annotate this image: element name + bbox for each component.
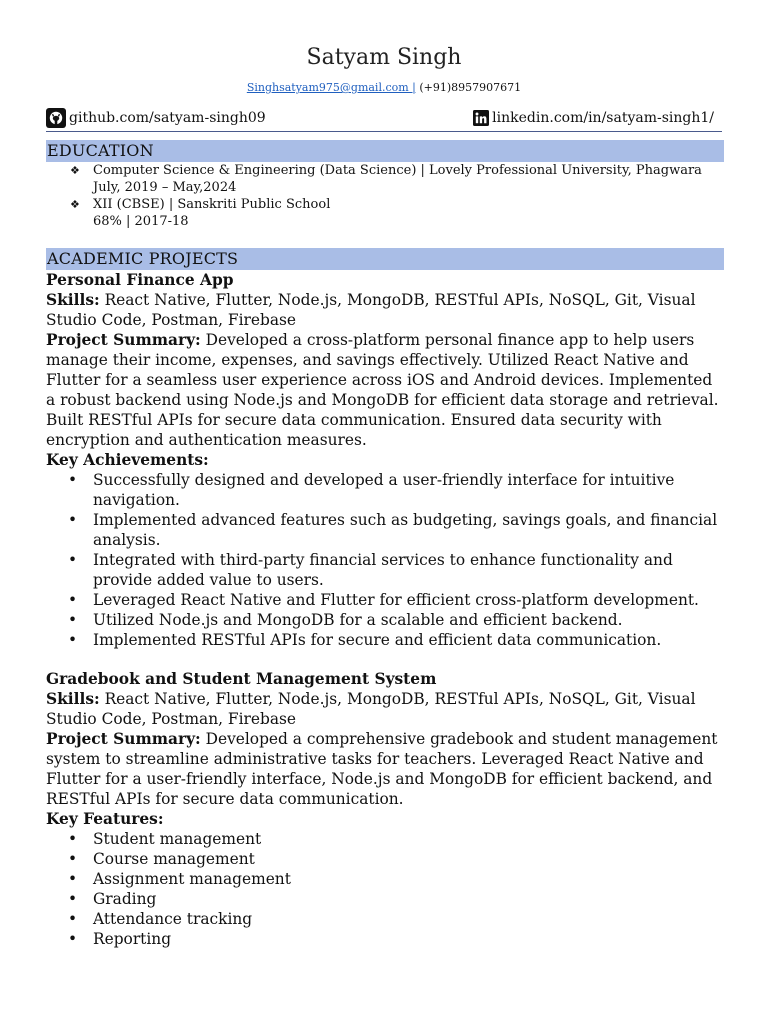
- education-item: [70, 162, 720, 196]
- education-heading: EDUCATION: [46, 140, 724, 162]
- list-item: • Student management: [46, 829, 726, 849]
- education-dates: 68% | 2017-18: [93, 214, 189, 229]
- list-item: • Grading: [46, 889, 726, 909]
- project-personal-finance: [46, 270, 726, 650]
- linkedin-icon: [473, 110, 489, 126]
- list-item: • Assignment management: [46, 869, 726, 889]
- linkedin-link[interactable]: [473, 107, 714, 129]
- education-dates: July, 2019 – May,2024: [93, 180, 237, 195]
- email-link[interactable]: Singhsatyam975@gmail.com |: [246, 81, 416, 94]
- diamond-bullet-icon: ❖: [70, 164, 80, 177]
- education-degree: Computer Science & Engineering (Data Science) | Lovely Professional University, Phagwara: [93, 163, 702, 178]
- github-icon: [46, 108, 66, 128]
- project-skills: Skills: React Native, Flutter, Node.js, MongoDB, RESTful APIs, NoSQL, Git, Visual Studio Code, Postman, Firebase: [46, 291, 696, 329]
- header-divider: [46, 131, 722, 132]
- list-item: • Implemented advanced features such as budgeting, savings goals, and financial analysis.: [46, 510, 726, 550]
- linkedin-url: linkedin.com/in/satyam-singh1/: [492, 110, 714, 126]
- list-item: • Implemented RESTful APIs for secure and efficient data communication.: [46, 630, 726, 650]
- achievements-list: [46, 470, 726, 650]
- list-item: • Course management: [46, 849, 726, 869]
- project-summary: Project Summary: Developed a comprehensive gradebook and student management system to streamline administrative tasks for teachers. Leveraged React Native and Flutter for a user-friendly interface, Node.js and MongoDB for efficient backend, and RESTful APIs for secure data communication.: [46, 730, 718, 808]
- education-item: [70, 196, 720, 230]
- education-degree: XII (CBSE) | Sanskriti Public School: [93, 197, 331, 212]
- contact-line: [0, 81, 768, 95]
- project-title: Gradebook and Student Management System: [46, 670, 437, 688]
- list-item: • Reporting: [46, 929, 726, 949]
- project-title: Personal Finance App: [46, 271, 234, 289]
- list-item: • Successfully designed and developed a user-friendly interface for intuitive navigation.: [46, 470, 726, 510]
- features-label: Key Features:: [46, 810, 164, 828]
- project-skills: Skills: React Native, Flutter, Node.js, MongoDB, RESTful APIs, NoSQL, Git, Visual Studio Code, Postman, Firebase: [46, 690, 696, 728]
- list-item: • Attendance tracking: [46, 909, 726, 929]
- list-item: • Leveraged React Native and Flutter for efficient cross-platform development.: [46, 590, 726, 610]
- list-item: • Integrated with third-party financial services to enhance functionality and provide added value to users.: [46, 550, 726, 590]
- profile-links: [46, 105, 722, 131]
- education-list: [70, 162, 720, 230]
- project-gradebook: [46, 669, 726, 949]
- features-list: [46, 829, 726, 949]
- github-url: github.com/satyam-singh09: [69, 110, 266, 126]
- candidate-name: Satyam Singh: [306, 45, 462, 70]
- github-link[interactable]: [46, 107, 266, 129]
- list-item: • Utilized Node.js and MongoDB for a scalable and efficient backend.: [46, 610, 726, 630]
- project-summary: Project Summary: Developed a cross-platform personal finance app to help users manage their income, expenses, and savings effectively. Utilized React Native and Flutter for a seamless user experience across iOS and Android devices. Implemented a robust backend using Node.js and MongoDB for efficient data storage and retrieval. Built RESTful APIs for secure data communication. Ensured data security with encryption and authentication measures.: [46, 331, 719, 449]
- achievements-label: Key Achievements:: [46, 451, 209, 469]
- projects-heading: ACADEMIC PROJECTS: [46, 248, 724, 270]
- diamond-bullet-icon: ❖: [70, 198, 80, 211]
- phone-number: (+91)8957907671: [415, 81, 522, 94]
